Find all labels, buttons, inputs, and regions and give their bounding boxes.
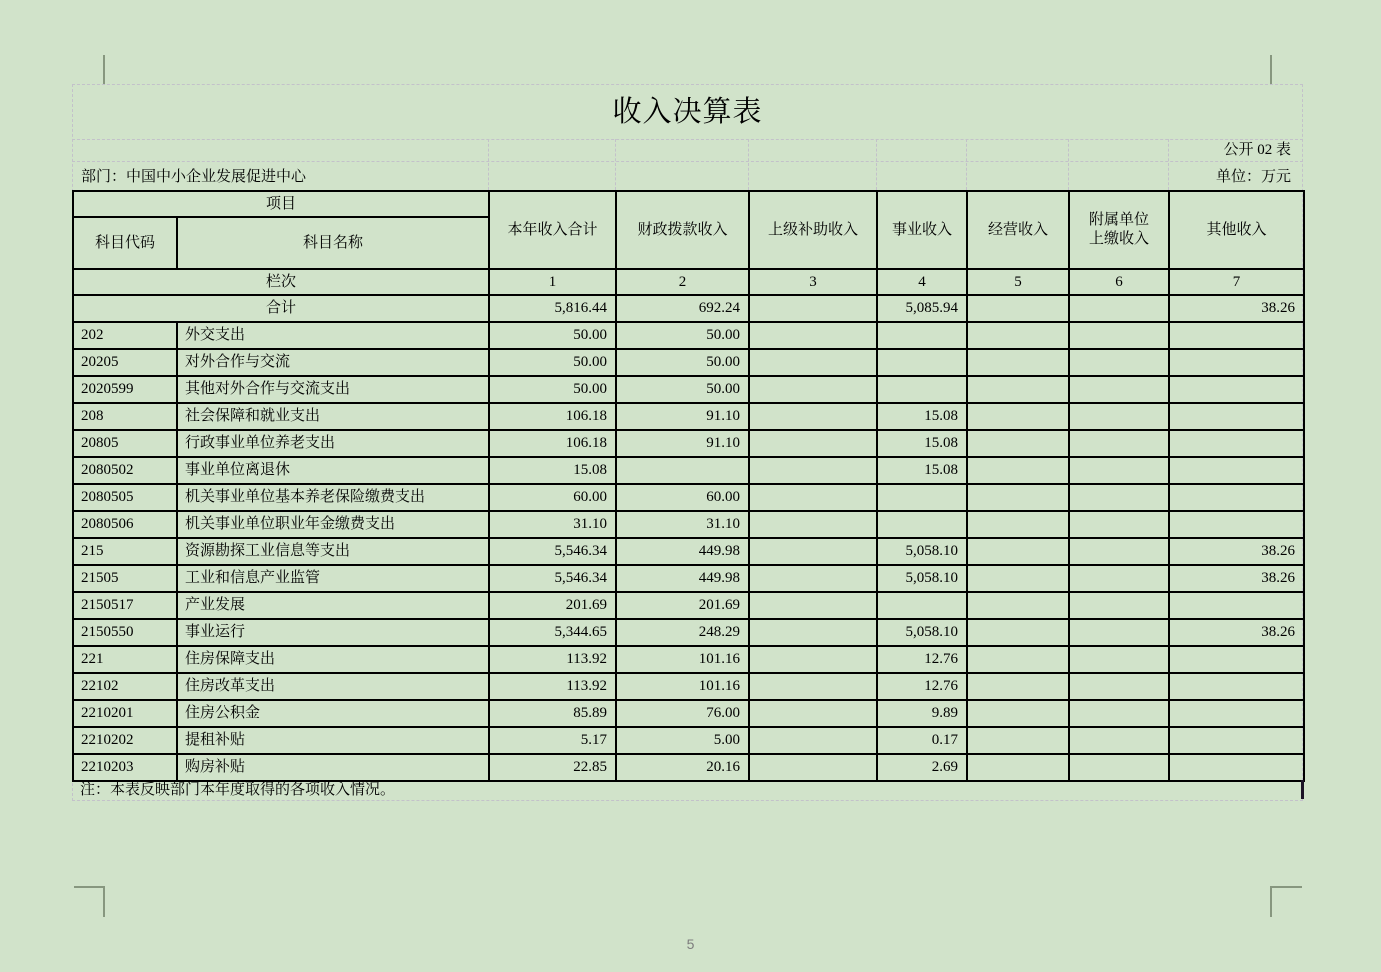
row-value-cell[interactable]: 5,058.10 xyxy=(877,565,967,592)
row-value-cell[interactable]: 113.92 xyxy=(489,673,616,700)
row-code-cell[interactable]: 2210203 xyxy=(73,754,177,781)
row-value-cell[interactable] xyxy=(1069,484,1169,511)
row-value-cell[interactable] xyxy=(1069,322,1169,349)
row-value-cell[interactable] xyxy=(1169,754,1304,781)
row-value-cell[interactable]: 449.98 xyxy=(616,565,749,592)
row-value-cell[interactable]: 5,058.10 xyxy=(877,619,967,646)
row-value-cell[interactable] xyxy=(749,592,877,619)
crop-mark-bottom-right xyxy=(1270,886,1302,888)
header-col-operating[interactable]: 经营收入 xyxy=(967,191,1069,269)
row-code-cell[interactable]: 221 xyxy=(73,646,177,673)
row-value-cell[interactable] xyxy=(1169,403,1304,430)
row-code-cell[interactable]: 2080506 xyxy=(73,511,177,538)
row-value-cell[interactable] xyxy=(1169,484,1304,511)
row-value-cell[interactable]: 201.69 xyxy=(489,592,616,619)
header-col-fiscal[interactable]: 财政拨款收入 xyxy=(616,191,749,269)
row-value-cell[interactable]: 85.89 xyxy=(489,700,616,727)
row-value-cell[interactable]: 15.08 xyxy=(877,403,967,430)
row-value-cell[interactable] xyxy=(1069,349,1169,376)
row-code-cell[interactable]: 2210202 xyxy=(73,727,177,754)
lanci-number[interactable]: 3 xyxy=(749,269,877,295)
row-name-cell[interactable]: 提租补贴 xyxy=(177,727,489,754)
row-code-cell[interactable]: 2020599 xyxy=(73,376,177,403)
table-row xyxy=(73,727,1304,754)
row-value-cell[interactable] xyxy=(967,511,1069,538)
row-value-cell[interactable]: 60.00 xyxy=(616,484,749,511)
table-body-rows xyxy=(73,322,1304,781)
lanci-label[interactable]: 栏次 xyxy=(73,269,489,295)
lanci-number[interactable]: 4 xyxy=(877,269,967,295)
row-value-cell[interactable] xyxy=(1169,700,1304,727)
row-value-cell[interactable] xyxy=(749,673,877,700)
table-row xyxy=(73,349,1304,376)
row-value-cell[interactable] xyxy=(1069,457,1169,484)
table-note[interactable]: 注：本表反映部门本年度取得的各项收入情况。 xyxy=(80,782,396,798)
row-value-cell[interactable] xyxy=(1169,376,1304,403)
row-value-cell[interactable] xyxy=(967,430,1069,457)
row-value-cell[interactable] xyxy=(1069,511,1169,538)
row-value-cell[interactable]: 106.18 xyxy=(489,403,616,430)
row-value-cell[interactable] xyxy=(967,376,1069,403)
row-name-cell[interactable]: 购房补贴 xyxy=(177,754,489,781)
total-value-cell[interactable] xyxy=(749,295,877,322)
row-value-cell[interactable] xyxy=(967,484,1069,511)
table-row xyxy=(73,430,1304,457)
row-value-cell[interactable] xyxy=(749,484,877,511)
row-value-cell[interactable]: 113.92 xyxy=(489,646,616,673)
row-value-cell[interactable] xyxy=(967,619,1069,646)
row-value-cell[interactable]: 91.10 xyxy=(616,430,749,457)
row-value-cell[interactable]: 38.26 xyxy=(1169,619,1304,646)
row-value-cell[interactable]: 50.00 xyxy=(489,349,616,376)
row-value-cell[interactable] xyxy=(967,457,1069,484)
total-value-cell[interactable] xyxy=(1069,295,1169,322)
row-value-cell[interactable] xyxy=(967,592,1069,619)
row-value-cell[interactable]: 248.29 xyxy=(616,619,749,646)
income-table xyxy=(72,190,1305,782)
row-value-cell[interactable]: 106.18 xyxy=(489,430,616,457)
row-value-cell[interactable] xyxy=(1069,376,1169,403)
row-value-cell[interactable] xyxy=(1169,673,1304,700)
header-col-business[interactable]: 事业收入 xyxy=(877,191,967,269)
row-value-cell[interactable] xyxy=(749,700,877,727)
department-label[interactable]: 部门：中国中小企业发展促进中心 xyxy=(81,169,307,185)
row-name-cell[interactable]: 机关事业单位职业年金缴费支出 xyxy=(177,511,489,538)
row-value-cell[interactable]: 2.69 xyxy=(877,754,967,781)
table-row xyxy=(73,754,1304,781)
row-value-cell[interactable]: 9.89 xyxy=(877,700,967,727)
row-value-cell[interactable] xyxy=(1069,592,1169,619)
row-value-cell[interactable] xyxy=(749,430,877,457)
row-value-cell[interactable]: 50.00 xyxy=(616,349,749,376)
total-value-cell[interactable] xyxy=(967,295,1069,322)
row-value-cell[interactable] xyxy=(749,403,877,430)
lanci-number[interactable]: 7 xyxy=(1169,269,1304,295)
row-value-cell[interactable]: 5,344.65 xyxy=(489,619,616,646)
row-name-cell[interactable]: 住房保障支出 xyxy=(177,646,489,673)
lanci-number[interactable]: 6 xyxy=(1069,269,1169,295)
row-value-cell[interactable]: 5.00 xyxy=(616,727,749,754)
row-code-cell[interactable]: 208 xyxy=(73,403,177,430)
row-value-cell[interactable] xyxy=(967,538,1069,565)
row-value-cell[interactable] xyxy=(1169,727,1304,754)
table-row xyxy=(73,619,1304,646)
row-value-cell[interactable] xyxy=(749,646,877,673)
row-value-cell[interactable]: 15.08 xyxy=(877,430,967,457)
header-subject-code[interactable]: 科目代码 xyxy=(73,217,177,269)
row-value-cell[interactable]: 50.00 xyxy=(616,322,749,349)
crop-mark-bottom-right xyxy=(1270,886,1272,917)
row-value-cell[interactable] xyxy=(877,484,967,511)
table-row xyxy=(73,376,1304,403)
row-value-cell[interactable] xyxy=(749,538,877,565)
row-value-cell[interactable] xyxy=(1169,349,1304,376)
row-value-cell[interactable]: 0.17 xyxy=(877,727,967,754)
row-value-cell[interactable]: 12.76 xyxy=(877,673,967,700)
header-subject-name[interactable]: 科目名称 xyxy=(177,217,489,269)
row-value-cell[interactable]: 20.16 xyxy=(616,754,749,781)
row-value-cell[interactable]: 31.10 xyxy=(489,511,616,538)
row-value-cell[interactable] xyxy=(749,727,877,754)
row-value-cell[interactable]: 201.69 xyxy=(616,592,749,619)
table-row xyxy=(73,592,1304,619)
row-code-cell[interactable]: 21505 xyxy=(73,565,177,592)
row-value-cell[interactable] xyxy=(616,457,749,484)
table-row xyxy=(73,322,1304,349)
table-row xyxy=(73,403,1304,430)
row-name-cell[interactable]: 机关事业单位基本养老保险缴费支出 xyxy=(177,484,489,511)
row-value-cell[interactable]: 22.85 xyxy=(489,754,616,781)
document-title[interactable]: 收入决算表 xyxy=(612,96,763,128)
row-value-cell[interactable]: 38.26 xyxy=(1169,565,1304,592)
total-row-label[interactable]: 合计 xyxy=(73,295,489,322)
row-value-cell[interactable] xyxy=(877,376,967,403)
table-row xyxy=(73,511,1304,538)
table-row xyxy=(73,646,1304,673)
row-value-cell[interactable] xyxy=(1069,727,1169,754)
row-value-cell[interactable] xyxy=(1169,457,1304,484)
row-value-cell[interactable] xyxy=(749,349,877,376)
row-code-cell[interactable]: 202 xyxy=(73,322,177,349)
row-value-cell[interactable]: 91.10 xyxy=(616,403,749,430)
row-value-cell[interactable] xyxy=(1169,592,1304,619)
row-code-cell[interactable]: 20805 xyxy=(73,430,177,457)
crop-mark-bottom-left xyxy=(74,886,104,888)
row-value-cell[interactable] xyxy=(967,565,1069,592)
header-col-superior-subsidy[interactable]: 上级补助收入 xyxy=(749,191,877,269)
row-value-cell[interactable]: 449.98 xyxy=(616,538,749,565)
text-cursor xyxy=(1301,780,1304,799)
row-name-cell[interactable]: 住房公积金 xyxy=(177,700,489,727)
unit-label[interactable]: 单位：万元 xyxy=(1215,169,1291,185)
row-code-cell[interactable]: 2080505 xyxy=(73,484,177,511)
row-value-cell[interactable]: 15.08 xyxy=(877,457,967,484)
row-value-cell[interactable]: 50.00 xyxy=(616,376,749,403)
row-value-cell[interactable] xyxy=(967,727,1069,754)
row-value-cell[interactable] xyxy=(1169,430,1304,457)
row-value-cell[interactable]: 5,546.34 xyxy=(489,538,616,565)
row-name-cell[interactable]: 其他对外合作与交流支出 xyxy=(177,376,489,403)
row-value-cell[interactable] xyxy=(967,646,1069,673)
row-value-cell[interactable] xyxy=(1069,754,1169,781)
lanci-number[interactable]: 2 xyxy=(616,269,749,295)
row-value-cell[interactable]: 50.00 xyxy=(489,376,616,403)
row-value-cell[interactable] xyxy=(1069,403,1169,430)
row-value-cell[interactable] xyxy=(1069,700,1169,727)
row-value-cell[interactable] xyxy=(1169,646,1304,673)
row-value-cell[interactable]: 50.00 xyxy=(489,322,616,349)
row-name-cell[interactable]: 社会保障和就业支出 xyxy=(177,403,489,430)
row-value-cell[interactable]: 76.00 xyxy=(616,700,749,727)
row-code-cell[interactable]: 2150517 xyxy=(73,592,177,619)
row-value-cell[interactable] xyxy=(1069,673,1169,700)
total-value-cell[interactable]: 5,085.94 xyxy=(877,295,967,322)
row-value-cell[interactable] xyxy=(749,376,877,403)
row-code-cell[interactable]: 2150550 xyxy=(73,619,177,646)
row-value-cell[interactable] xyxy=(967,322,1069,349)
crop-mark-top-left xyxy=(103,55,105,85)
lanci-number[interactable]: 5 xyxy=(967,269,1069,295)
row-value-cell[interactable]: 60.00 xyxy=(489,484,616,511)
header-col-total[interactable]: 本年收入合计 xyxy=(489,191,616,269)
table-row xyxy=(73,457,1304,484)
row-value-cell[interactable] xyxy=(877,511,967,538)
row-value-cell[interactable] xyxy=(967,403,1069,430)
table-row xyxy=(73,700,1304,727)
row-code-cell[interactable]: 20205 xyxy=(73,349,177,376)
row-value-cell[interactable] xyxy=(967,754,1069,781)
row-value-cell[interactable]: 5.17 xyxy=(489,727,616,754)
row-code-cell[interactable]: 215 xyxy=(73,538,177,565)
row-value-cell[interactable] xyxy=(877,349,967,376)
row-name-cell[interactable]: 事业运行 xyxy=(177,619,489,646)
crop-mark-top-right xyxy=(1270,55,1272,85)
row-name-cell[interactable]: 产业发展 xyxy=(177,592,489,619)
header-item-group[interactable]: 项目 xyxy=(73,191,489,217)
row-value-cell[interactable] xyxy=(1069,430,1169,457)
row-value-cell[interactable] xyxy=(749,457,877,484)
row-value-cell[interactable]: 5,546.34 xyxy=(489,565,616,592)
total-value-cell[interactable]: 692.24 xyxy=(616,295,749,322)
row-value-cell[interactable]: 15.08 xyxy=(489,457,616,484)
row-value-cell[interactable] xyxy=(1069,538,1169,565)
row-name-cell[interactable]: 对外合作与交流 xyxy=(177,349,489,376)
row-value-cell[interactable] xyxy=(967,673,1069,700)
table-row xyxy=(73,484,1304,511)
header-col-affiliated[interactable]: 附属单位上缴收入 xyxy=(1069,191,1169,269)
crop-mark-bottom-left xyxy=(103,886,105,917)
row-name-cell[interactable]: 工业和信息产业监管 xyxy=(177,565,489,592)
row-value-cell[interactable] xyxy=(877,592,967,619)
row-value-cell[interactable]: 38.26 xyxy=(1169,538,1304,565)
row-value-cell[interactable]: 31.10 xyxy=(616,511,749,538)
table-row xyxy=(73,565,1304,592)
header-col-other[interactable]: 其他收入 xyxy=(1169,191,1304,269)
page-number: 5 xyxy=(686,936,695,952)
table-row xyxy=(73,538,1304,565)
row-value-cell[interactable] xyxy=(749,565,877,592)
row-code-cell[interactable]: 2080502 xyxy=(73,457,177,484)
row-value-cell[interactable] xyxy=(1069,565,1169,592)
row-code-cell[interactable]: 2210201 xyxy=(73,700,177,727)
table-code-label[interactable]: 公开 02 表 xyxy=(1223,142,1291,158)
row-name-cell[interactable]: 外交支出 xyxy=(177,322,489,349)
row-value-cell[interactable] xyxy=(877,322,967,349)
row-value-cell[interactable] xyxy=(749,511,877,538)
row-value-cell[interactable]: 5,058.10 xyxy=(877,538,967,565)
row-value-cell[interactable] xyxy=(749,322,877,349)
row-value-cell[interactable] xyxy=(967,349,1069,376)
row-value-cell[interactable]: 101.16 xyxy=(616,673,749,700)
row-value-cell[interactable]: 12.76 xyxy=(877,646,967,673)
total-value-cell[interactable]: 38.26 xyxy=(1169,295,1304,322)
row-name-cell[interactable]: 资源勘探工业信息等支出 xyxy=(177,538,489,565)
row-name-cell[interactable]: 事业单位离退休 xyxy=(177,457,489,484)
row-value-cell[interactable] xyxy=(967,700,1069,727)
row-value-cell[interactable]: 101.16 xyxy=(616,646,749,673)
row-value-cell[interactable] xyxy=(749,754,877,781)
row-name-cell[interactable]: 行政事业单位养老支出 xyxy=(177,430,489,457)
row-code-cell[interactable]: 22102 xyxy=(73,673,177,700)
row-value-cell[interactable] xyxy=(1069,646,1169,673)
row-value-cell[interactable] xyxy=(1069,619,1169,646)
row-value-cell[interactable] xyxy=(1169,322,1304,349)
lanci-number[interactable]: 1 xyxy=(489,269,616,295)
row-name-cell[interactable]: 住房改革支出 xyxy=(177,673,489,700)
table-row xyxy=(73,673,1304,700)
row-value-cell[interactable] xyxy=(749,619,877,646)
row-value-cell[interactable] xyxy=(1169,511,1304,538)
total-value-cell[interactable]: 5,816.44 xyxy=(489,295,616,322)
